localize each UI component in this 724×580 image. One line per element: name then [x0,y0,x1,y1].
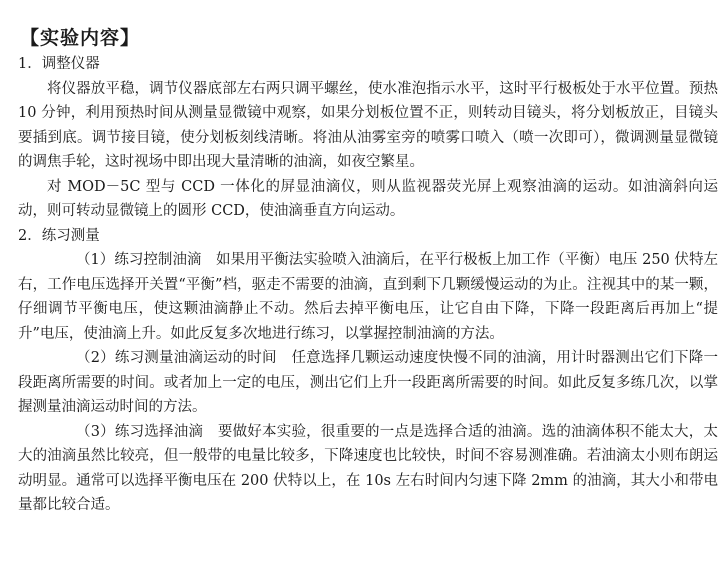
paragraph-leveling-instrument: 将仪器放平稳，调节仪器底部左右两只调平螺丝，使水准泡指示水平，这时平行极板处于水平位置。预热 10 分钟，利用预热时间从测量显微镜中观察，如果分划板位置不正，则转动目镜头，将分划板放正，目镜头要插到底。调节接目镜，使分划板刻线清晰。将油从油雾室旁的喷雾口喷入（喷一次即可），微调测量显微镜的调焦手轮，这时视场中即出现大量清晰的油滴，如夜空繁星。 [18,80,718,170]
paragraph-ccd-display: 对 MOD－5C 型与 CCD 一体化的屏显油滴仪，则从监视器荧光屏上观察油滴的运动。如油滴斜向运动，则可转动显微镜上的圆形 CCD，使油滴垂直方向运动。 [18,178,718,219]
paragraph-select-droplet: （3）练习选择油滴 要做好本实验，很重要的一点是选择合适的油滴。选的油滴体积不能太大，太大的油滴虽然比较亮，但一般带的电量比较多，下降速度也比较快，时间不容易测准确。若油滴太小则布朗运动明显。通常可以选择平衡电压在 200 伏特以上，在 10s 左右时间内匀速下降 2mm 的油滴，其大小和带电量都比较合适。 [18,423,718,513]
subsection-heading-adjust-instrument: 1．调整仪器 [18,56,100,72]
paragraph-control-droplet: （1）练习控制油滴 如果用平衡法实验喷入油滴后，在平行极板上加工作（平衡）电压 250 伏特左右，工作电压选择开关置“平衡”档，驱走不需要的油滴，直到剩下几颗缓慢运动的为止。注视其中的某一颗，仔细调节平衡电压，使这颗油滴静止不动。然后去掉平衡电压，让它自由下降，下降一段距离后再加上“提升”电压，使油滴上升。如此反复多次地进行练习，以掌握控制油滴的方法。 [18,252,718,342]
paragraph-measure-time: （2）练习测量油滴运动的时间 任意选择几颗运动速度快慢不同的油滴，用计时器测出它们下降一段距离所需要的时间。或者加上一定的电压，测出它们上升一段距离所需要的时间。如此反复多练几次，以掌握测量油滴运动时间的方法。 [18,350,718,415]
section-title: 【实验内容】 [20,27,141,49]
document-body [18,52,718,518]
subsection-heading-practice-measurement: 2．练习测量 [18,227,100,244]
